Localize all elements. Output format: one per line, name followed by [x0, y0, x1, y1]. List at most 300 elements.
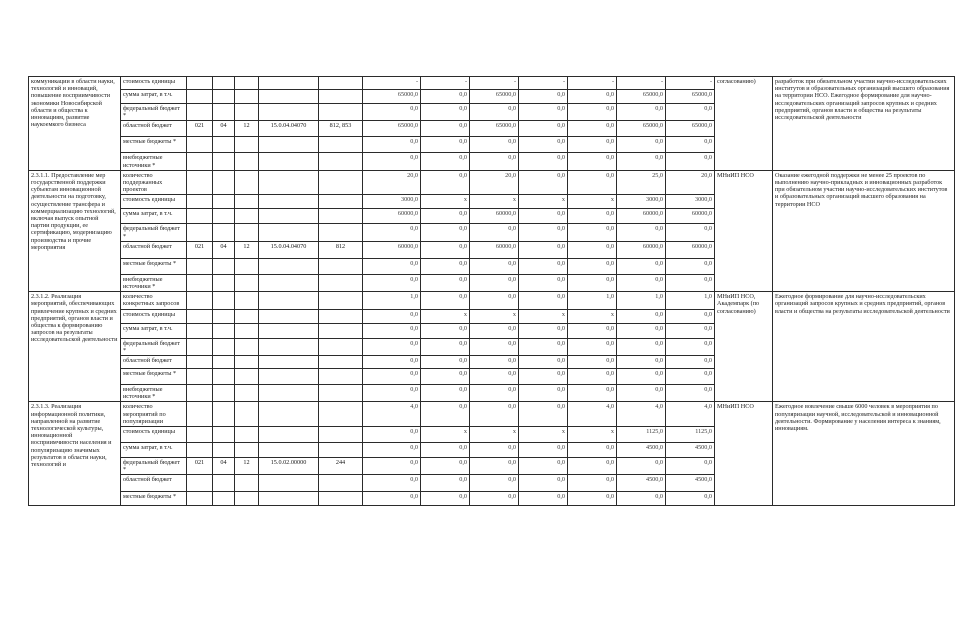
value-cell: 4500,0: [617, 443, 666, 458]
budget-code-cell: [213, 90, 235, 104]
budget-code-cell: [187, 385, 213, 402]
value-cell: 0,0: [568, 90, 617, 104]
budget-code-cell: [187, 77, 213, 90]
value-cell: 0,0: [470, 385, 519, 402]
value-cell: 0,0: [470, 153, 519, 170]
indicator-label-cell: стоимость единицы: [121, 195, 187, 209]
value-cell: 0,0: [363, 475, 421, 492]
table-row: [29, 77, 955, 90]
value-cell: 0,0: [519, 90, 568, 104]
value-cell: 0,0: [568, 369, 617, 385]
expected-result-cell: Ежегодное формирование для научно-исследовательских организаций запросов крупных и средних предприятий, органов власти и общества на результаты исследовательской деятельности: [773, 292, 955, 402]
value-cell: 0,0: [421, 338, 470, 355]
budget-code-cell: [213, 224, 235, 241]
budget-code-cell: 04: [213, 458, 235, 475]
value-cell: 0,0: [363, 338, 421, 355]
budget-code-cell: [187, 402, 213, 427]
budget-code-cell: [213, 338, 235, 355]
budget-code-cell: [235, 323, 259, 338]
value-cell: 4,0: [617, 402, 666, 427]
value-cell: 4500,0: [617, 475, 666, 492]
budget-code-cell: [187, 323, 213, 338]
budget-code-cell: [187, 292, 213, 309]
value-cell: 0,0: [568, 356, 617, 369]
value-cell: 0,0: [666, 137, 715, 153]
value-cell: 0,0: [568, 224, 617, 241]
value-cell: 0,0: [421, 323, 470, 338]
value-cell: 0,0: [421, 402, 470, 427]
budget-code-cell: [213, 153, 235, 170]
budget-code-cell: [319, 209, 363, 224]
value-cell: 65000,0: [666, 90, 715, 104]
indicator-label-cell: областной бюджет: [121, 356, 187, 369]
value-cell: 3000,0: [363, 195, 421, 209]
budget-code-cell: [187, 258, 213, 274]
activity-name-cell: 2.3.1.3. Реализация информационной политики, направленной на развитие технологической культуры, инновационной восприимчивости населения и популяризацию значимых результатов в области науки, технологий и: [29, 402, 121, 506]
budget-code-cell: [187, 309, 213, 323]
value-cell: 0,0: [470, 443, 519, 458]
value-cell: x: [421, 309, 470, 323]
value-cell: 0,0: [666, 323, 715, 338]
value-cell: 0,0: [421, 170, 470, 195]
budget-code-cell: [259, 137, 319, 153]
budget-code-cell: [259, 427, 319, 443]
executor-cell: МНиИП НСО: [715, 402, 773, 506]
budget-code-cell: 021: [187, 121, 213, 137]
budget-code-cell: [319, 443, 363, 458]
budget-code-cell: 021: [187, 241, 213, 258]
value-cell: 0,0: [666, 309, 715, 323]
budget-code-cell: [235, 385, 259, 402]
value-cell: 1,0: [363, 292, 421, 309]
budget-code-cell: [235, 170, 259, 195]
value-cell: 0,0: [519, 209, 568, 224]
value-cell: x: [470, 309, 519, 323]
value-cell: 0,0: [666, 338, 715, 355]
value-cell: 0,0: [666, 274, 715, 291]
value-cell: 0,0: [617, 369, 666, 385]
budget-code-cell: [213, 170, 235, 195]
value-cell: 0,0: [470, 458, 519, 475]
value-cell: 0,0: [363, 274, 421, 291]
indicator-label-cell: областной бюджет: [121, 121, 187, 137]
value-cell: 0,0: [519, 137, 568, 153]
budget-code-cell: [187, 104, 213, 121]
budget-code-cell: [213, 443, 235, 458]
budget-code-cell: [235, 443, 259, 458]
budget-code-cell: [187, 209, 213, 224]
budget-code-cell: [213, 309, 235, 323]
indicator-label-cell: количество конкретных запросов: [121, 292, 187, 309]
budget-code-cell: [235, 77, 259, 90]
budget-code-cell: [319, 309, 363, 323]
budget-code-cell: 812, 853: [319, 121, 363, 137]
indicator-label-cell: местные бюджеты *: [121, 492, 187, 506]
value-cell: 0,0: [617, 338, 666, 355]
budget-code-cell: [213, 292, 235, 309]
value-cell: 20,0: [666, 170, 715, 195]
value-cell: x: [568, 309, 617, 323]
value-cell: 0,0: [568, 104, 617, 121]
value-cell: 0,0: [421, 369, 470, 385]
value-cell: 0,0: [568, 137, 617, 153]
value-cell: 0,0: [519, 443, 568, 458]
value-cell: 0,0: [568, 458, 617, 475]
value-cell: 0,0: [363, 309, 421, 323]
value-cell: 0,0: [470, 475, 519, 492]
value-cell: 0,0: [568, 492, 617, 506]
budget-code-cell: [319, 153, 363, 170]
budget-code-cell: 15.0.02.00000: [259, 458, 319, 475]
value-cell: 0,0: [519, 153, 568, 170]
value-cell: 0,0: [421, 90, 470, 104]
budget-code-cell: [213, 274, 235, 291]
indicator-label-cell: сумма затрат, в т.ч.: [121, 90, 187, 104]
budget-code-cell: [319, 385, 363, 402]
budget-code-cell: 15.0.04.04070: [259, 121, 319, 137]
value-cell: 0,0: [519, 402, 568, 427]
value-cell: 0,0: [519, 338, 568, 355]
value-cell: 0,0: [617, 385, 666, 402]
value-cell: 1,0: [666, 292, 715, 309]
value-cell: 60000,0: [666, 241, 715, 258]
budget-code-cell: 15.0.04.04070: [259, 241, 319, 258]
budget-code-cell: [187, 475, 213, 492]
value-cell: 0,0: [568, 170, 617, 195]
indicator-label-cell: местные бюджеты *: [121, 258, 187, 274]
value-cell: 0,0: [470, 104, 519, 121]
value-cell: 0,0: [519, 121, 568, 137]
value-cell: 0,0: [666, 458, 715, 475]
value-cell: x: [519, 309, 568, 323]
budget-code-cell: [235, 90, 259, 104]
value-cell: 0,0: [421, 492, 470, 506]
value-cell: 60000,0: [617, 241, 666, 258]
value-cell: 0,0: [617, 153, 666, 170]
budget-code-cell: [259, 224, 319, 241]
activity-name-cell: 2.3.1.2. Реализация мероприятий, обеспечивающих привлечение крупных и средних предприятий, органов власти и общества к формированию запросов на результаты исследовательской деятельности: [29, 292, 121, 402]
value-cell: 25,0: [617, 170, 666, 195]
value-cell: 0,0: [617, 258, 666, 274]
value-cell: 0,0: [363, 458, 421, 475]
value-cell: x: [568, 195, 617, 209]
value-cell: 0,0: [519, 170, 568, 195]
value-cell: 0,0: [470, 402, 519, 427]
budget-code-cell: [259, 492, 319, 506]
value-cell: 0,0: [470, 338, 519, 355]
budget-code-cell: [235, 292, 259, 309]
budget-code-cell: [259, 292, 319, 309]
budget-code-cell: [213, 356, 235, 369]
value-cell: 0,0: [363, 323, 421, 338]
value-cell: 0,0: [470, 137, 519, 153]
budget-code-cell: [213, 323, 235, 338]
value-cell: 0,0: [470, 356, 519, 369]
value-cell: 0,0: [421, 274, 470, 291]
budget-code-cell: [213, 258, 235, 274]
indicator-label-cell: внебюджетные источники *: [121, 274, 187, 291]
executor-cell: МНиИП НСО: [715, 170, 773, 291]
budget-code-cell: [187, 427, 213, 443]
value-cell: 0,0: [421, 209, 470, 224]
budget-code-cell: [187, 153, 213, 170]
budget-code-cell: [235, 492, 259, 506]
value-cell: x: [519, 195, 568, 209]
value-cell: 0,0: [617, 137, 666, 153]
budget-code-cell: [319, 427, 363, 443]
value-cell: x: [421, 195, 470, 209]
value-cell: 0,0: [470, 292, 519, 309]
budget-code-cell: [319, 323, 363, 338]
budget-code-cell: [319, 402, 363, 427]
budget-code-cell: [319, 170, 363, 195]
value-cell: -: [666, 77, 715, 90]
budget-code-cell: [259, 209, 319, 224]
indicator-label-cell: областной бюджет: [121, 241, 187, 258]
budget-code-cell: [319, 475, 363, 492]
budget-code-cell: [213, 475, 235, 492]
value-cell: 20,0: [470, 170, 519, 195]
budget-code-cell: [319, 356, 363, 369]
value-cell: 65000,0: [470, 90, 519, 104]
value-cell: 3000,0: [666, 195, 715, 209]
value-cell: 0,0: [470, 369, 519, 385]
value-cell: 20,0: [363, 170, 421, 195]
value-cell: 0,0: [568, 258, 617, 274]
value-cell: 0,0: [519, 369, 568, 385]
value-cell: 0,0: [617, 309, 666, 323]
budget-code-cell: [235, 369, 259, 385]
budget-code-cell: 12: [235, 241, 259, 258]
value-cell: 4500,0: [666, 443, 715, 458]
value-cell: 0,0: [666, 258, 715, 274]
budget-code-cell: [213, 104, 235, 121]
value-cell: 0,0: [666, 369, 715, 385]
budget-code-cell: [213, 492, 235, 506]
budget-code-cell: [259, 475, 319, 492]
value-cell: 60000,0: [363, 241, 421, 258]
value-cell: 0,0: [421, 241, 470, 258]
indicator-label-cell: стоимость единицы: [121, 427, 187, 443]
budget-code-cell: 812: [319, 241, 363, 258]
budget-code-cell: [319, 274, 363, 291]
value-cell: 0,0: [363, 356, 421, 369]
budget-code-cell: [259, 338, 319, 355]
indicator-label-cell: стоимость единицы: [121, 77, 187, 90]
value-cell: 0,0: [421, 153, 470, 170]
budget-code-cell: [259, 309, 319, 323]
budget-code-cell: [259, 323, 319, 338]
value-cell: 0,0: [421, 104, 470, 121]
budget-code-cell: [319, 104, 363, 121]
value-cell: 0,0: [421, 356, 470, 369]
value-cell: 65000,0: [363, 121, 421, 137]
value-cell: 0,0: [519, 385, 568, 402]
budget-code-cell: [235, 195, 259, 209]
budget-code-cell: [235, 274, 259, 291]
value-cell: 60000,0: [470, 209, 519, 224]
budget-code-cell: [187, 338, 213, 355]
budget-code-cell: [319, 137, 363, 153]
indicator-label-cell: сумма затрат, в т.ч.: [121, 323, 187, 338]
executor-cell: согласованию): [715, 77, 773, 171]
budget-code-cell: [235, 356, 259, 369]
indicator-label-cell: федеральный бюджет *: [121, 458, 187, 475]
value-cell: 0,0: [617, 356, 666, 369]
value-cell: 0,0: [666, 385, 715, 402]
budget-code-cell: [259, 274, 319, 291]
budget-table-body: [29, 77, 955, 506]
value-cell: 0,0: [617, 104, 666, 121]
budget-code-cell: [259, 170, 319, 195]
value-cell: 0,0: [568, 121, 617, 137]
value-cell: x: [470, 195, 519, 209]
value-cell: 0,0: [363, 258, 421, 274]
budget-code-cell: [259, 195, 319, 209]
value-cell: 0,0: [666, 104, 715, 121]
value-cell: -: [363, 77, 421, 90]
value-cell: 0,0: [568, 323, 617, 338]
value-cell: 4,0: [666, 402, 715, 427]
value-cell: 0,0: [363, 153, 421, 170]
budget-code-cell: [259, 153, 319, 170]
budget-code-cell: 12: [235, 458, 259, 475]
value-cell: 0,0: [568, 338, 617, 355]
indicator-label-cell: федеральный бюджет *: [121, 338, 187, 355]
value-cell: 1125,0: [666, 427, 715, 443]
expected-result-cell: Оказание ежегодной поддержки не менее 25 проектов по выполнению научно-прикладных и инновационных разработок при обязательном участии научно-исследовательских институтов и образовательных организаций высшего образования на территории НСО: [773, 170, 955, 291]
budget-code-cell: [259, 258, 319, 274]
value-cell: 0,0: [519, 475, 568, 492]
budget-code-cell: [213, 77, 235, 90]
budget-code-cell: [235, 402, 259, 427]
value-cell: 0,0: [363, 443, 421, 458]
value-cell: 0,0: [363, 369, 421, 385]
value-cell: -: [617, 77, 666, 90]
value-cell: 0,0: [363, 137, 421, 153]
value-cell: 0,0: [421, 443, 470, 458]
budget-code-cell: [213, 209, 235, 224]
value-cell: 0,0: [470, 258, 519, 274]
value-cell: 0,0: [421, 224, 470, 241]
table-row: [29, 170, 955, 195]
value-cell: 60000,0: [666, 209, 715, 224]
value-cell: 60000,0: [470, 241, 519, 258]
budget-code-cell: [213, 369, 235, 385]
budget-code-cell: 04: [213, 121, 235, 137]
value-cell: x: [470, 427, 519, 443]
value-cell: 0,0: [666, 153, 715, 170]
value-cell: 0,0: [519, 258, 568, 274]
value-cell: 0,0: [617, 323, 666, 338]
budget-code-cell: [187, 492, 213, 506]
budget-code-cell: [259, 104, 319, 121]
budget-code-cell: 021: [187, 458, 213, 475]
budget-code-cell: [235, 258, 259, 274]
value-cell: 0,0: [568, 209, 617, 224]
value-cell: 3000,0: [617, 195, 666, 209]
budget-code-cell: [259, 356, 319, 369]
indicator-label-cell: сумма затрат, в т.ч.: [121, 209, 187, 224]
value-cell: 0,0: [470, 224, 519, 241]
program-budget-sheet: [28, 76, 950, 506]
value-cell: 0,0: [363, 492, 421, 506]
expected-result-cell: разработок при обязательном участии научно-исследовательских институтов и образовательных организаций высшего образования на территории НСО. Ежегодное формирование для научно-исследовательских организаций запросов крупных и средних предприятий, органов власти и общества на результаты исследовательской деятельности: [773, 77, 955, 171]
budget-code-cell: [235, 104, 259, 121]
budget-code-cell: [187, 90, 213, 104]
value-cell: 0,0: [568, 385, 617, 402]
indicator-label-cell: количество мероприятий по популяризации: [121, 402, 187, 427]
value-cell: 65000,0: [470, 121, 519, 137]
value-cell: 0,0: [519, 292, 568, 309]
budget-code-cell: [259, 443, 319, 458]
budget-code-cell: [213, 385, 235, 402]
value-cell: 0,0: [617, 224, 666, 241]
value-cell: 0,0: [568, 475, 617, 492]
value-cell: 60000,0: [363, 209, 421, 224]
value-cell: 0,0: [519, 104, 568, 121]
budget-code-cell: [319, 338, 363, 355]
value-cell: 0,0: [617, 492, 666, 506]
value-cell: 0,0: [617, 274, 666, 291]
value-cell: 4,0: [568, 402, 617, 427]
table-row: [29, 402, 955, 427]
value-cell: 0,0: [568, 443, 617, 458]
budget-code-cell: [187, 224, 213, 241]
budget-code-cell: [213, 402, 235, 427]
value-cell: 0,0: [421, 458, 470, 475]
value-cell: 65000,0: [617, 121, 666, 137]
value-cell: -: [568, 77, 617, 90]
value-cell: 0,0: [519, 458, 568, 475]
value-cell: 0,0: [421, 385, 470, 402]
budget-code-cell: [259, 402, 319, 427]
budget-code-cell: [213, 137, 235, 153]
budget-code-cell: [259, 90, 319, 104]
indicator-label-cell: местные бюджеты *: [121, 137, 187, 153]
activity-name-cell: коммуникации в области науки, технологий и инноваций, повышение восприимчивости экономики Новосибирской области и общества к инновациям, развитие наукоемкого бизнеса: [29, 77, 121, 171]
budget-code-cell: [235, 209, 259, 224]
indicator-label-cell: стоимость единицы: [121, 309, 187, 323]
budget-code-cell: [319, 492, 363, 506]
budget-code-cell: [319, 77, 363, 90]
value-cell: 0,0: [519, 274, 568, 291]
value-cell: 1125,0: [617, 427, 666, 443]
value-cell: 65000,0: [666, 121, 715, 137]
budget-code-cell: [187, 137, 213, 153]
indicator-label-cell: федеральный бюджет *: [121, 104, 187, 121]
value-cell: 0,0: [519, 241, 568, 258]
budget-table: [28, 76, 955, 506]
budget-code-cell: [213, 195, 235, 209]
value-cell: x: [421, 427, 470, 443]
value-cell: 0,0: [470, 274, 519, 291]
budget-code-cell: [235, 475, 259, 492]
value-cell: 0,0: [363, 427, 421, 443]
budget-code-cell: [319, 258, 363, 274]
budget-code-cell: [187, 170, 213, 195]
value-cell: 0,0: [363, 385, 421, 402]
value-cell: -: [421, 77, 470, 90]
budget-code-cell: [319, 195, 363, 209]
budget-code-cell: [259, 385, 319, 402]
indicator-label-cell: внебюджетные источники *: [121, 385, 187, 402]
budget-code-cell: [235, 137, 259, 153]
value-cell: 0,0: [519, 492, 568, 506]
value-cell: 0,0: [519, 323, 568, 338]
indicator-label-cell: областной бюджет: [121, 475, 187, 492]
table-row: [29, 292, 955, 309]
